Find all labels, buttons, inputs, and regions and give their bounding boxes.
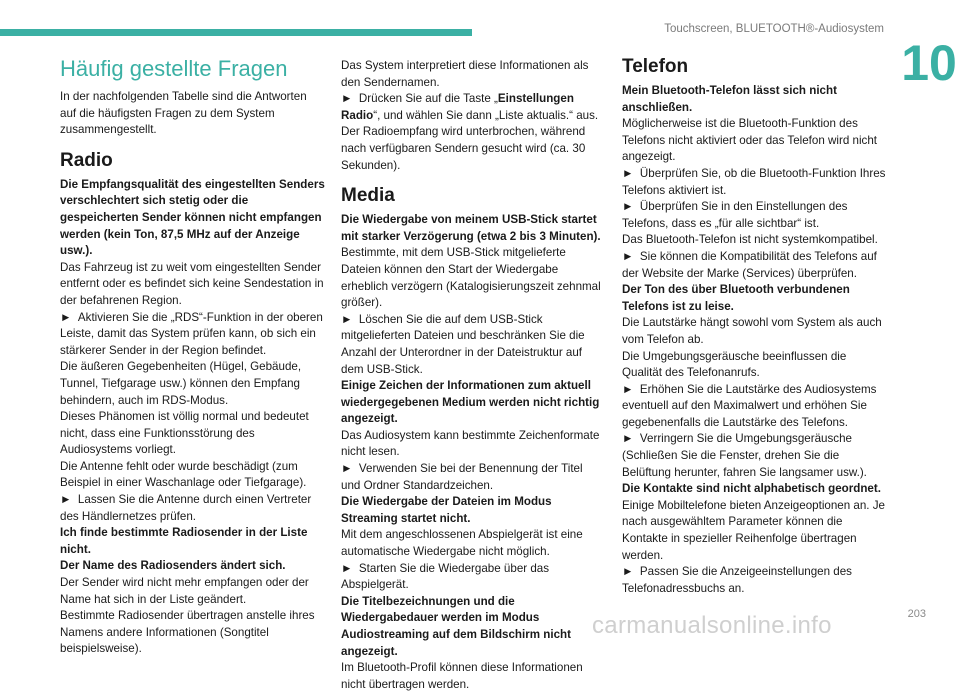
question: Die Empfangsqualität des eingestellten Senders verschlechtert sich stetig oder die gespeicherten Sender können nicht empfangen werden (kein Ton, 87,5 MHz auf der Anzeige usw.). (60, 177, 325, 258)
solution-step: ► Verringern Sie die Umgebungsgeräusche (Schließen Sie die Fenster, drehen Sie die Belüftung herunter, fahren Sie langsamer usw.). (622, 431, 887, 481)
page-title: Häufig gestellte Fragen (60, 56, 288, 81)
answer-text: Der Sender wird nicht mehr empfangen oder der Name hat sich in der Liste geändert. (60, 576, 309, 606)
solution-step: ► Löschen Sie die auf dem USB-Stick mitgelieferten Dateien und beschränken Sie die Anzahl der Unterordner in der Dateistruktur auf dem USB-Stick. (341, 312, 603, 378)
intro-text: In der nachfolgenden Tabelle sind die Antworten auf die häufigsten Fragen zu dem System zusammengestellt. (60, 90, 307, 137)
solution-step: ► Sie können die Kompatibilität des Telefons auf der Website der Marke (Services) überprüfen. (622, 249, 887, 282)
question: Einige Zeichen der Informationen zum aktuell wiedergegebenen Medium werden nicht richtig angezeigt. (341, 379, 600, 426)
settings-radio-label: Einstellungen Radio (341, 92, 574, 122)
solution-step: ► Erhöhen Sie die Lautstärke des Audiosystems eventuell auf den Maximalwert und erhöhen Sie gegebenenfalls die Lautstärke des Telefons. (622, 382, 887, 432)
answer-text: Das Bluetooth-Telefon ist nicht systemkompatibel. (622, 233, 878, 247)
question: Ich finde bestimmte Radiosender in der Liste nicht. (60, 526, 308, 556)
question: Der Name des Radiosenders ändert sich. (60, 559, 286, 573)
answer-text: Die Lautstärke hängt sowohl vom System als auch vom Telefon ab. (622, 316, 882, 346)
solution-step: ► Starten Sie die Wiedergabe über das Abspielgerät. (341, 561, 603, 594)
answer-text: Bestimmte, mit dem USB-Stick mitgelieferte Dateien können den Start der Wiedergabe erheblich verzögern (Katalogisierungszeit zehnmal größer). (341, 246, 601, 310)
answer-text: Das System interpretiert diese Informationen als den Sendernamen. (341, 59, 589, 89)
section-title: Touchscreen, BLUETOOTH®-Audiosystem (664, 23, 884, 35)
step-text: “, und wählen Sie dann „Liste aktualis.“ aus. Der Radioempfang wird unterbrochen, während nach verfügbaren Sendern gesucht wird (ca. 30 Sekunden). (341, 108, 599, 172)
answer-text: Möglicherweise ist die Bluetooth-Funktion des Telefons nicht aktiviert oder das Telefon wird nicht angezeigt. (622, 117, 877, 164)
solution-step (341, 91, 603, 174)
question: Die Titelbezeichnungen und die Wiedergabedauer werden im Modus Audiostreaming auf dem Bildschirm nicht angezeigt. (341, 594, 571, 658)
column-1 (60, 55, 325, 658)
answer-text: Das Audiosystem kann bestimmte Zeichenformate nicht lesen. (341, 428, 600, 459)
answer-text: Im Bluetooth-Profil können diese Informationen nicht übertragen werden. (341, 661, 583, 691)
answer-text: Die äußeren Gegebenheiten (Hügel, Gebäude, Tunnel, Tiefgarage usw.) können den Empfang behindern, auch im RDS-Modus. (60, 360, 302, 407)
header-accent-bar (0, 29, 472, 36)
telefon-heading: Telefon (622, 56, 689, 77)
answer-text: Die Antenne fehlt oder wurde beschädigt (zum Beispiel in einer Waschanlage oder Tiefgarage). (60, 459, 307, 490)
answer-text: Bestimmte Radiosender übertragen anstelle ihres Namens andere Informationen (Songtitel beispielsweise). (60, 609, 315, 656)
media-heading: Media (341, 185, 395, 207)
solution-step: ► Überprüfen Sie in den Einstellungen des Telefons, dass es „für alle sichtbar“ ist. (622, 199, 887, 232)
answer-text: Die Umgebungsgeräusche beeinflussen die Qualität des Telefonanrufs. (622, 349, 847, 380)
question: Der Ton des über Bluetooth verbundenen Telefons ist zu leise. (622, 283, 850, 313)
question: Die Wiedergabe von meinem USB-Stick startet mit starker Verzögerung (etwa 2 bis 3 Minuten). (341, 213, 601, 243)
answer-text: Dieses Phänomen ist völlig normal und bedeutet nicht, dass eine Funktionsstörung des Audiosystems vorliegt. (60, 410, 309, 457)
column-3 (622, 55, 887, 597)
solution-step: ► Aktivieren Sie die „RDS“-Funktion in der oberen Leiste, damit das System prüfen kann, ob sich ein stärkerer Sender in der Region befindet. (60, 310, 325, 360)
solution-step: ► Überprüfen Sie, ob die Bluetooth-Funktion Ihres Telefons aktiviert ist. (622, 166, 887, 199)
question: Die Wiedergabe der Dateien im Modus Streaming startet nicht. (341, 495, 552, 525)
radio-heading: Radio (60, 149, 113, 171)
watermark: carmanualsonline.info (592, 612, 832, 639)
question: Mein Bluetooth-Telefon lässt sich nicht anschließen. (622, 84, 837, 114)
answer-text: Mit dem angeschlossenen Abspielgerät ist eine automatische Wiedergabe nicht möglich. (341, 528, 583, 559)
page-number: 203 (907, 608, 926, 620)
chapter-number: 10 (898, 28, 960, 98)
column-2 (341, 58, 603, 693)
question: Die Kontakte sind nicht alphabetisch geordnet. (622, 482, 881, 496)
solution-step: ► Passen Sie die Anzeigeeinstellungen des Telefonadressbuchs an. (622, 564, 887, 597)
step-text: Drücken Sie auf die Taste „ (358, 92, 498, 106)
answer-text: Das Fahrzeug ist zu weit vom eingestellten Sender entfernt oder es befindet sich keine Sendestation in der befahrenen Region. (60, 260, 324, 307)
solution-step: ► Lassen Sie die Antenne durch einen Vertreter des Händlernetzes prüfen. (60, 492, 325, 525)
answer-text: Einige Mobiltelefone bieten Anzeigeoptionen an. Je nach ausgewähltem Parameter können die Kontakte in spezieller Reihenfolge übertragen werden. (622, 498, 885, 562)
solution-step: ► Verwenden Sie bei der Benennung der Titel und Ordner Standardzeichen. (341, 461, 603, 494)
